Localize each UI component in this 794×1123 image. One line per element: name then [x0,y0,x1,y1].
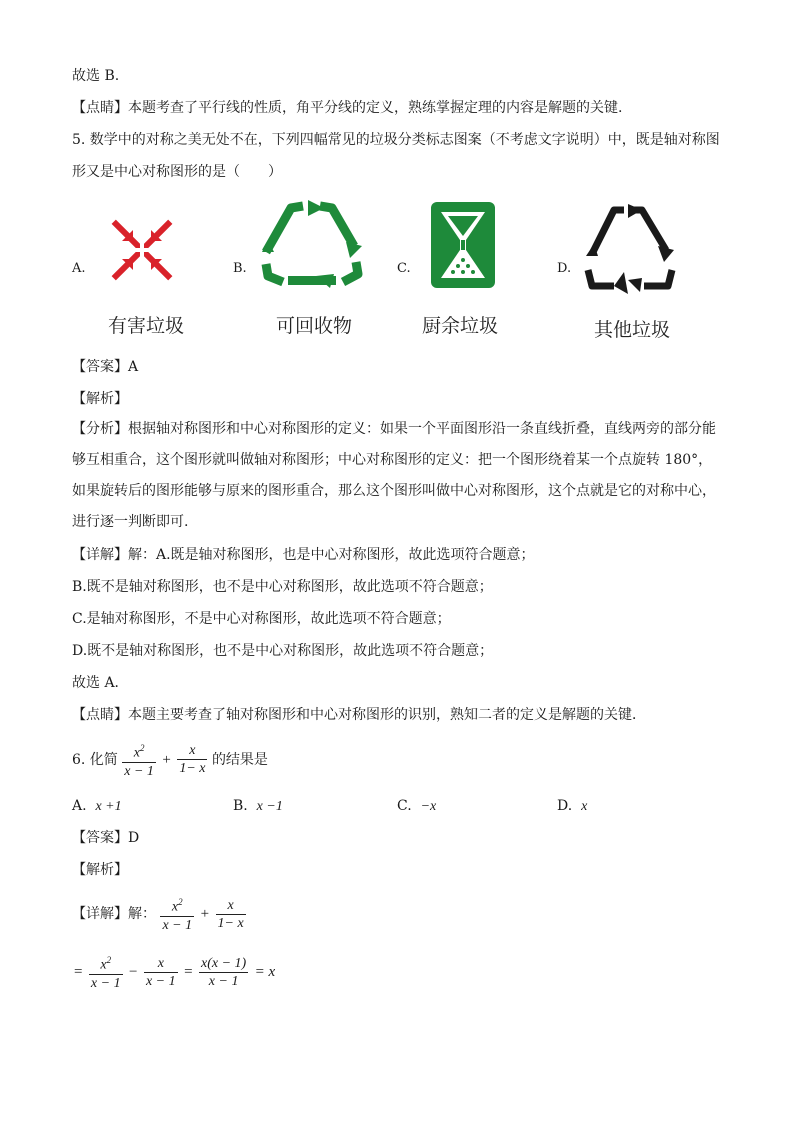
dianjing-5: 【点睛】本题主要考查了轴对称图形和中心对称图形的识别，熟知二者的定义是解题的关键． [72,707,646,723]
detail-6-step2: = $\frac{x^2}{x - 1}$ − $\frac{x}{x - 1}$ = $\frac{x(x - 1)}{x - 1}$ = x [72,952,277,992]
red-arrows-icon [102,210,182,290]
detail-6-step2-fraction-2: $\frac{x}{x - 1}$ [145,955,176,989]
detail-6-step1: 【详解】解： $\frac{x^2}{x - 1}$ + $\frac{x}{1- x}$ [72,894,246,934]
option-c-label: 厨余垃圾 [422,315,499,337]
option-a-label: 有害垃圾 [108,315,185,337]
detail-5-line3: C.是轴对称图形，不是中心对称图形，故此选项不符合题意； [72,611,451,627]
detail-6-step2-fraction-1: $\frac{x^2}{x - 1}$ [89,952,123,992]
detail-5-conclusion: 故选 A． [72,675,129,691]
jiexi-5: 【解析】 [72,391,128,407]
q6-option-c: C. −x [397,798,437,814]
option-c-letter: C. [397,261,411,276]
q6-plus: + [162,751,171,768]
green-hourglass-icon [428,200,498,290]
detail-6-step2-fraction-3: $\frac{x(x - 1)}{x - 1}$ [201,955,247,989]
detail-6-fraction-2: $\frac{x}{1- x}$ [217,897,244,931]
question-5-line2: 形又是中心对称图形的是（ ） [72,164,282,180]
option-d-label: 其他垃圾 [594,319,671,341]
detail-5-line2: B.既不是轴对称图形，也不是中心对称图形，故此选项不符合题意； [72,579,493,595]
q6-prefix: 6. 化简 [72,751,118,768]
dianjing-note: 【点睛】本题考查了平行线的性质，角平分线的定义，熟练掌握定理的内容是解题的关键. [72,100,623,116]
option-d-letter: D. [557,261,572,276]
q6-suffix: 的结果是 [211,751,268,768]
jiexi-6: 【解析】 [72,862,128,878]
question-5-line1: 5. 数学中的对称之美无处不在，下列四幅常见的垃圾分类标志图案（不考虑文字说明）中，既是轴对称图 [72,132,720,148]
option-b-letter: B. [233,261,247,276]
green-recycle-icon [258,196,366,292]
conclusion-line: 故选 B. [72,68,120,84]
option-a-letter: A. [72,261,86,276]
q6-option-a: A. x +1 [72,798,122,814]
question-6 [72,740,268,780]
option-b-label: 可回收物 [276,315,353,337]
answer-6: 【答案】D [72,830,140,846]
detail-5-line4: D.既不是轴对称图形，也不是中心对称图形，故此选项不符合题意； [72,643,494,659]
q6-fraction-1: $\frac{x^2}{x - 1}$ [122,740,156,780]
detail-6-fraction-1: $\frac{x^2}{x - 1}$ [160,894,194,934]
q6-fraction-2: $\frac{x}{1- x}$ [179,743,206,777]
answer-5: 【答案】A [72,359,139,375]
q6-option-b: B. x −1 [233,798,283,814]
black-recycle-icon [584,202,678,298]
detail-6-prefix: 【详解】解： [72,906,156,922]
q6-option-d: D. x [557,798,588,814]
analysis-5: 【分析】根据轴对称图形和中心对称图形的定义：如果一个平面图形沿一条直线折叠，直线两旁的部分能够互相重合，这个图形就叫做轴对称图形；中心对称图形的定义：把一个图形绕着某一个点旋转 180°，如果旋转后的图形能够与原来的图形重合，那么这个图形叫做中心对称图形，这个点就是它的对称中心，进行逐一判断即可. [72,421,716,530]
detail-5-line1: 【详解】解：A.既是轴对称图形，也是中心对称图形，故此选项符合题意； [72,547,535,563]
